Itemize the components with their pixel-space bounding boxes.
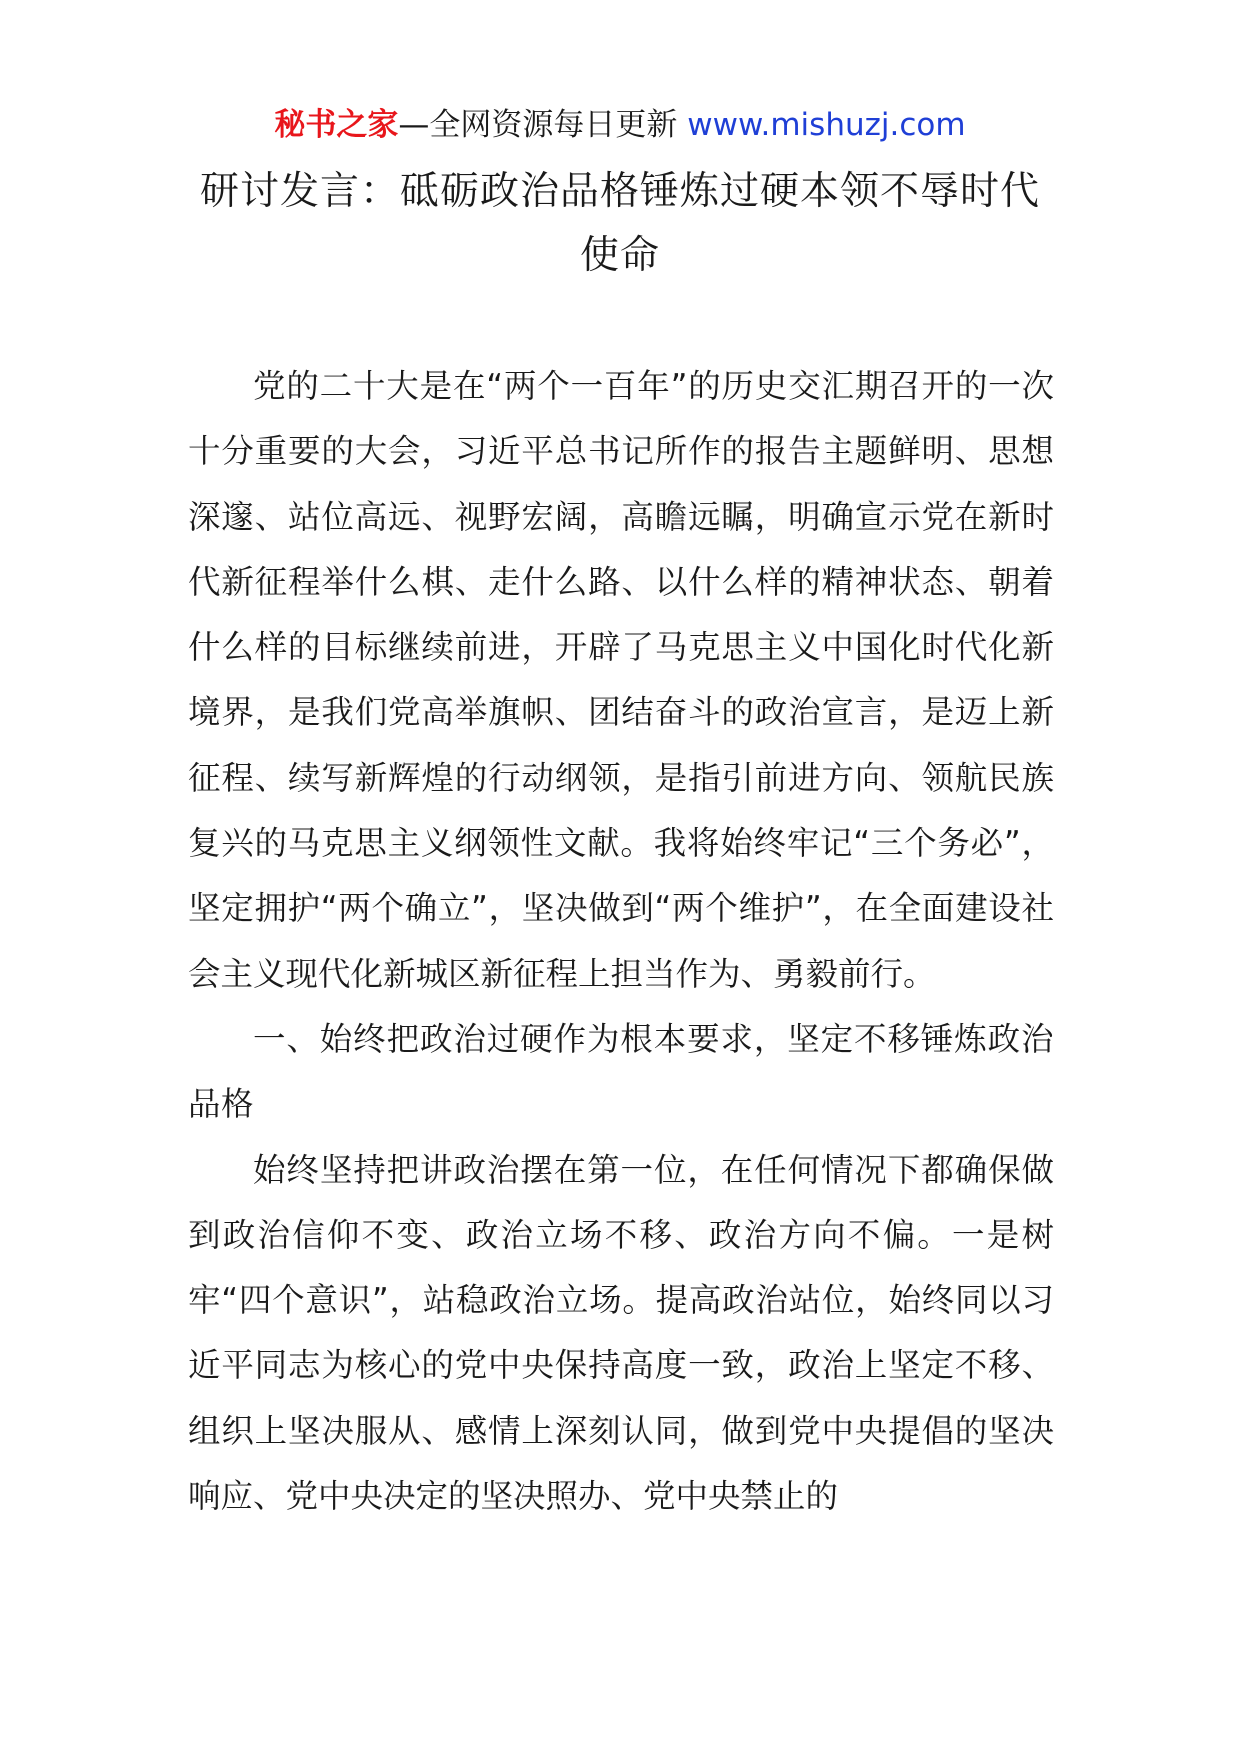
header-slogan: —全网资源每日更新 — [398, 107, 688, 143]
site-url-link[interactable]: www.mishuzj.com — [687, 107, 966, 143]
document-body — [188, 354, 1054, 1529]
section-heading: 一、始终把政治过硬作为根本要求，坚定不移锤炼政治品格 — [188, 1019, 1054, 1124]
body-paragraph: 始终坚持把讲政治摆在第一位，在任何情况下都确保做到政治信仰不变、政治立场不移、政治方向不偏。一是树牢“四个意识”，站稳政治立场。提高政治站位，始终同以习近平同志为核心的党中央保持高度一致，政治上坚定不移、组织上坚决服从、感情上深刻认同，做到党中央提倡的坚决响应、党中央决定的坚决照办、党中央禁止的 — [188, 1150, 1054, 1516]
site-header — [0, 100, 1240, 150]
document-title: 研讨发言：砥砺政治品格锤炼过硬本领不辱时代使命 — [199, 169, 1040, 278]
brand-name: 秘书之家 — [274, 107, 399, 143]
intro-paragraph: 党的二十大是在“两个一百年”的历史交汇期召开的一次十分重要的大会，习近平总书记所作的报告主题鲜明、思想深邃、站位高远、视野宏阔，高瞻远瞩，明确宣示党在新时代新征程举什么棋、走什么路、以什么样的精神状态、朝着什么样的目标继续前进，开辟了马克思主义中国化时代化新境界，是我们党高举旗帜、团结奋斗的政治宣言，是迈上新征程、续写新辉煌的行动纲领，是指引前进方向、领航民族复兴的马克思主义纲领性文献。我将始终牢记“三个务必”，坚定拥护“两个确立”，坚决做到“两个维护”，在全面建设社会主义现代化新城区新征程上担当作为、勇毅前行。 — [188, 367, 1054, 993]
